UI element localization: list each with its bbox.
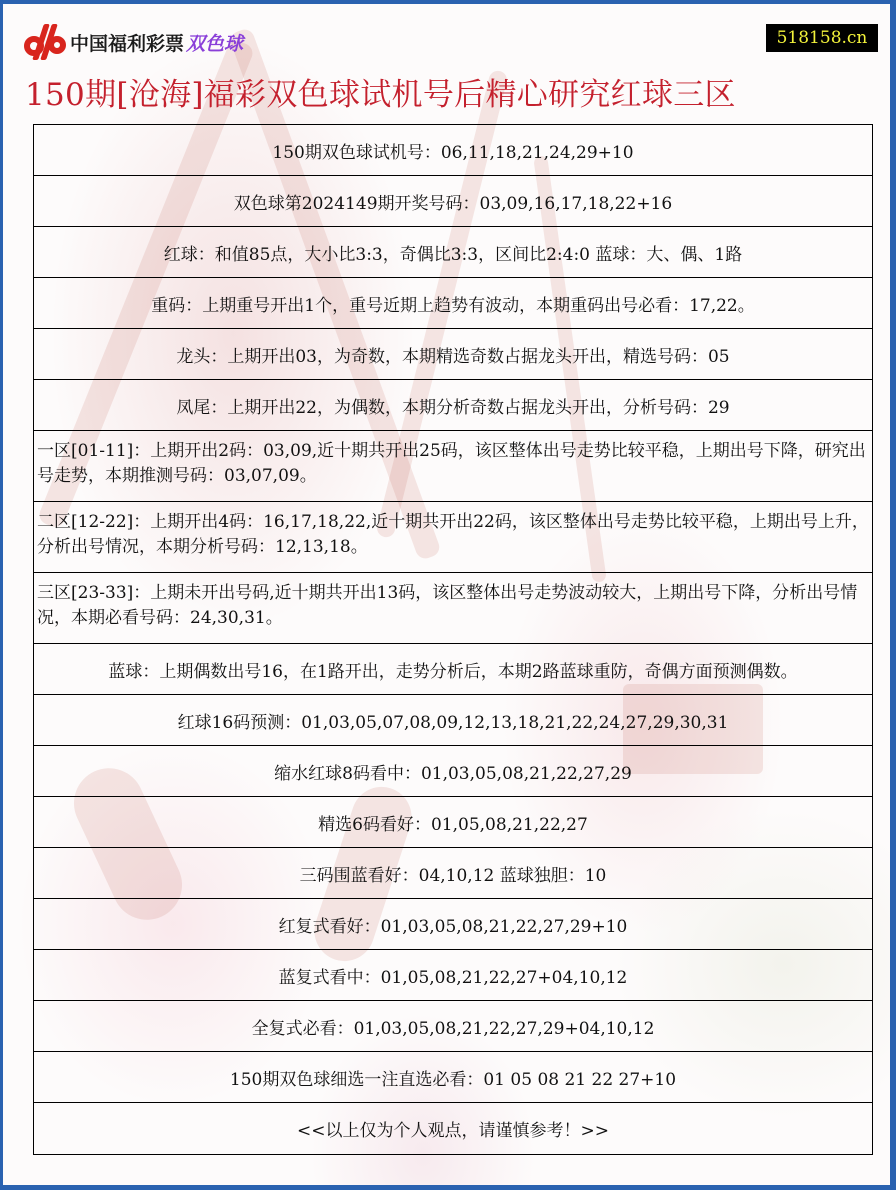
- disclaimer-text: <<以上仅为个人观点，请谨慎参考！>>: [297, 1121, 609, 1141]
- site-domain-badge[interactable]: 518158.cn: [766, 24, 878, 52]
- table-row-zone-1: [34, 431, 872, 502]
- row-text: 双色球第2024149期开奖号码：03,09,16,17,18,22+16: [233, 193, 673, 214]
- table-row-pick-6: [34, 797, 872, 848]
- table-row-red-8: [34, 746, 872, 797]
- table-row-blue: [34, 644, 872, 695]
- welfare-lottery-logo-icon: [20, 22, 66, 62]
- logo-text: 中国福利彩票: [70, 32, 185, 55]
- table-row-test-numbers: [34, 125, 872, 176]
- row-text: 蓝复式看中：01,05,08,21,22,27+04,10,12: [278, 967, 628, 988]
- table-row-red-compound: [34, 899, 872, 950]
- row-text: 红球：和值85点，大小比3:3，奇偶比3:3，区间比2:4:0 蓝球：大、偶、1路: [163, 244, 743, 265]
- row-text: 红复式看好：01,03,05,08,21,22,27,29+10: [278, 916, 628, 937]
- prediction-table: [33, 124, 873, 1155]
- table-row-tail: [34, 380, 872, 431]
- row-text: 二区[12-22]：上期开出4码：16,17,18,22,近十期共开出22码，该区整体出号走势比较平稳，上期出号上升，分析出号情况，本期分析号码：12,13,18。: [37, 512, 869, 557]
- table-row-zone-3: [34, 573, 872, 644]
- row-text: 重码：上期重号开出1个，重号近期上趋势有波动，本期重码出号必看：17,22。: [151, 295, 755, 316]
- row-text: 蓝球：上期偶数出号16，在1路开出，走势分析后，本期2路蓝球重防，奇偶方面预测偶数。: [108, 661, 798, 682]
- row-text: 三码围蓝看好：04,10,12 蓝球独胆：10: [299, 865, 607, 886]
- row-text: 三区[23-33]：上期未开出号码,近十期共开出13码，该区整体出号走势波动较大，上期出号下降，分析出号情况，本期必看号码：24,30,31。: [37, 583, 858, 628]
- table-row-single-pick: [34, 1052, 872, 1103]
- table-row-zone-2: [34, 502, 872, 573]
- table-row-last-draw: [34, 176, 872, 227]
- table-row-full-compound: [34, 1001, 872, 1052]
- table-row-repeat: [34, 278, 872, 329]
- table-row-disclaimer: [34, 1103, 872, 1154]
- table-row-blue-compound: [34, 950, 872, 1001]
- page-title: 150期[沧海]福彩双色球试机号后精心研究红球三区: [25, 77, 736, 113]
- row-text: 150期双色球细选一注直选必看：01 05 08 21 22 27+10: [229, 1069, 677, 1090]
- row-text: 龙头：上期开出03，为奇数，本期精选奇数占据龙头开出，精选号码：05: [176, 346, 730, 367]
- row-text: 一区[01-11]：上期开出2码：03,09,近十期共开出25码，该区整体出号走势比较平稳，上期出号下降，研究出号走势，本期推测号码：03,07,09。: [37, 441, 866, 486]
- row-text: 红球16码预测：01,03,05,07,08,09,12,13,18,21,22,24,27,29,30,31: [177, 712, 729, 733]
- row-text: 150期双色球试机号：06,11,18,21,24,29+10: [272, 142, 634, 163]
- site-header: [20, 22, 243, 62]
- row-text: 凤尾：上期开出22，为偶数，本期分析奇数占据龙头开出，分析号码：29: [176, 397, 730, 418]
- table-row-red-16: [34, 695, 872, 746]
- table-row-blue-3: [34, 848, 872, 899]
- row-text: 全复式必看：01,03,05,08,21,22,27,29+04,10,12: [251, 1018, 655, 1039]
- logo-subtitle: 双色球: [186, 32, 244, 55]
- table-row-head: [34, 329, 872, 380]
- table-row-red-stats: [34, 227, 872, 278]
- row-text: 精选6码看好：01,05,08,21,22,27: [318, 814, 588, 835]
- row-text: 缩水红球8码看中：01,03,05,08,21,22,27,29: [274, 763, 632, 784]
